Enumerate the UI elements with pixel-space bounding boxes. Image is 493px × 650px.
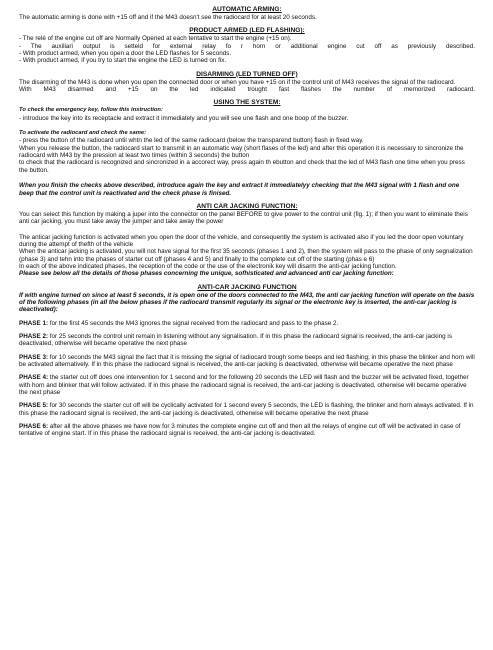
phase-1-label: PHASE 1: bbox=[19, 319, 49, 327]
product-armed-line-2: - The auxiliari output is setteld for external relay fo r horn or additional engine cut off as previously described. bbox=[19, 42, 475, 50]
anti-car-jacking-bold-note: Please see below all the details of those phases concerning the unique, sofhisticated and advanced anti car jacking function: bbox=[19, 270, 394, 278]
phase-5-label: PHASE 5: bbox=[19, 402, 49, 410]
activate-line-1: - press the button of the radiocard until whtn the led of the same radiocard (below the transparend button) flash in fixed way. bbox=[19, 137, 364, 145]
heading-using-the-system: USING THE SYSTEM: bbox=[213, 99, 281, 107]
heading-anti-car-jacking: ANTI CAR JACKING FUNCTION: bbox=[196, 202, 298, 210]
activate-line-3: to check that the radiocard is recognized and sincronized in a accorect way, press again th ebutton and check that the led of M43 flash one time when you press the button. bbox=[19, 159, 465, 174]
activate-line-2: When you release the button, the radiocard start to transmit in an automatic way (short flases of the led) and after this operation it is necessary to sincronize the radiocard with M43 by the pression at least two times (within 3 seconds) the button bbox=[19, 144, 464, 160]
phase-6 bbox=[19, 423, 475, 438]
phase-2-text: for 25 seconds the control unit remain in listening without any signalisation. If in this phase the radiocard signal is received, the anti-car jacking is deactivated, otherwise will became operative the next phase bbox=[19, 332, 452, 348]
automatic-arming-text: The automatic arming is done with +15 off and if the M43 doesn't see the radiocard for at least 20 seconds. bbox=[19, 14, 317, 21]
phase-3 bbox=[19, 354, 475, 369]
product-armed-line-1: - The relé of the engine cut off are Normally Opened at each tentative to start the engine (+15 on). bbox=[19, 35, 292, 43]
phase-5-text: for 30 seconds the starter cut off will be cyclically activated for 1 second every 5 seconds, the LED is flashing, the blinker and horn always activated. If in this phase the radiocard signal is received, the anti-car jacking is deactivated, otherwise will became operative the next phase bbox=[19, 402, 474, 417]
product-armed-line-3: - With product armed, when you open a door the LED flashes for 5 seconds. bbox=[19, 50, 232, 58]
phase-5 bbox=[19, 402, 475, 417]
phase-6-label: PHASE 6: bbox=[19, 423, 49, 431]
checks-finished-note: When you finish the checks above described, introduce again the key and extract it immediatelyy checking that the M43 signal with 1 flash and one beep that the control unit is reactivated and the check phase is finised. bbox=[19, 182, 460, 197]
anti-car-jacking-para-1: You can select this function by making a juper into the connector on the panel BEFORE to give power to the control unit (fig. 1); if then you want to eliminate theis anti car jacking, you must take away the jumper and take away the power bbox=[19, 210, 468, 226]
check-key-text: - introduce the key into its receptacle and extract it immediately and you will see une flash and one boop of the buzzer. bbox=[19, 114, 349, 122]
anti-car-jacking-line-2: When the anticar jacking is activated, you will not have signal for the first 35 seconds (phases 1 and 2), then the system will pass to the phase of only segnalization (phase 3) and tehn into the phases of starter cut off (phases 4 and 5) and finally to the complete cut off of the starting (phas e 6) bbox=[19, 248, 473, 263]
phase-6-text: after all the above phases we have now for 3 minutes the complete engine cut off and then all the relays of engine cut off will be activated in case of tentative of engine start. If in this phase the radiocard signal is received, the anti-car jacking is deactivated. bbox=[19, 423, 461, 438]
phase-3-text: for 10 seconds the M43 signal the fact that it is missing the signal of radiocard trough some beeps and led flashing; in this phase the blinker and horn will be activated alternatively. If in this phase the radiocard signal is received, the anti-car jacking is deactivated, otherwise will became operative the next phase bbox=[19, 353, 475, 368]
phase-1 bbox=[19, 320, 475, 327]
anti-car-jacking-intro: If with engine turned on since at least 5 seconds, it is open one of the doors connected to the M43, the anti car jacking function will operate on the basis of the following phases (in all the below phases if the radiocard transmit regularly its signal or the electronic key is inserted, the anti-car jacking is deactivated): bbox=[19, 291, 475, 314]
anti-car-jacking-line-1: The anticar jacking function is activated when you open the door of the vehicle, and consequently the system is activated also if you led the door open voluntary during the attempt of thefth of the vehicle bbox=[19, 233, 464, 248]
product-armed-line-4: - With product armed, if you try to start the engine the LED is turned on fix. bbox=[19, 57, 227, 65]
phase-2 bbox=[19, 333, 475, 348]
heading-disarming: DISARMING (LED TURNED OFF) bbox=[196, 70, 298, 78]
disarming-line-2: With M43 disarmed and +15 on the led indicated trought fast flashes the number of memorized radiocard. bbox=[19, 86, 475, 94]
disarming-line-1: The disarming of the M43 is done when you open the connected door or when you have +15 on if the control unit of M43 receives the signal of the radiocard. bbox=[19, 78, 456, 86]
phase-4-text: the starter cut off does one intervention for 1 second and for the following 20 seconds the LED will flash and the buzzer will be activated fixed, together with horn and blinker that will follow activated. If in this phase the radiocard signal is received, the anti-car jacking is deactivated, otherwise will became operative the next phase bbox=[19, 374, 469, 397]
heading-anti-car-jacking-function: ANTI-CAR JACKING FUNCTION bbox=[197, 283, 297, 291]
phase-2-label: PHASE 2: bbox=[19, 332, 49, 340]
activate-radiocard-heading: To activate the radiocard and check the same: bbox=[19, 130, 147, 137]
phase-1-text: for the first 45 seconds the M43 ignores the signal received from the radiocard and pass to the phase 2. bbox=[48, 319, 339, 327]
check-key-heading: To check the emergency key, follow this instruction: bbox=[19, 107, 163, 114]
phase-3-label: PHASE 3: bbox=[19, 353, 49, 361]
anti-car-jacking-line-3: In each of the above indicated phases, the reception of the code or the use of the electronik key will disarm the anti-car jacking function. bbox=[19, 262, 397, 270]
heading-product-armed: PRODUCT ARMED (LED FLASHING): bbox=[189, 27, 305, 35]
heading-automatic-arming: AUTOMATIC ARMING: bbox=[212, 6, 282, 13]
phase-4-label: PHASE 4: bbox=[19, 374, 49, 382]
phase-4 bbox=[19, 374, 475, 396]
